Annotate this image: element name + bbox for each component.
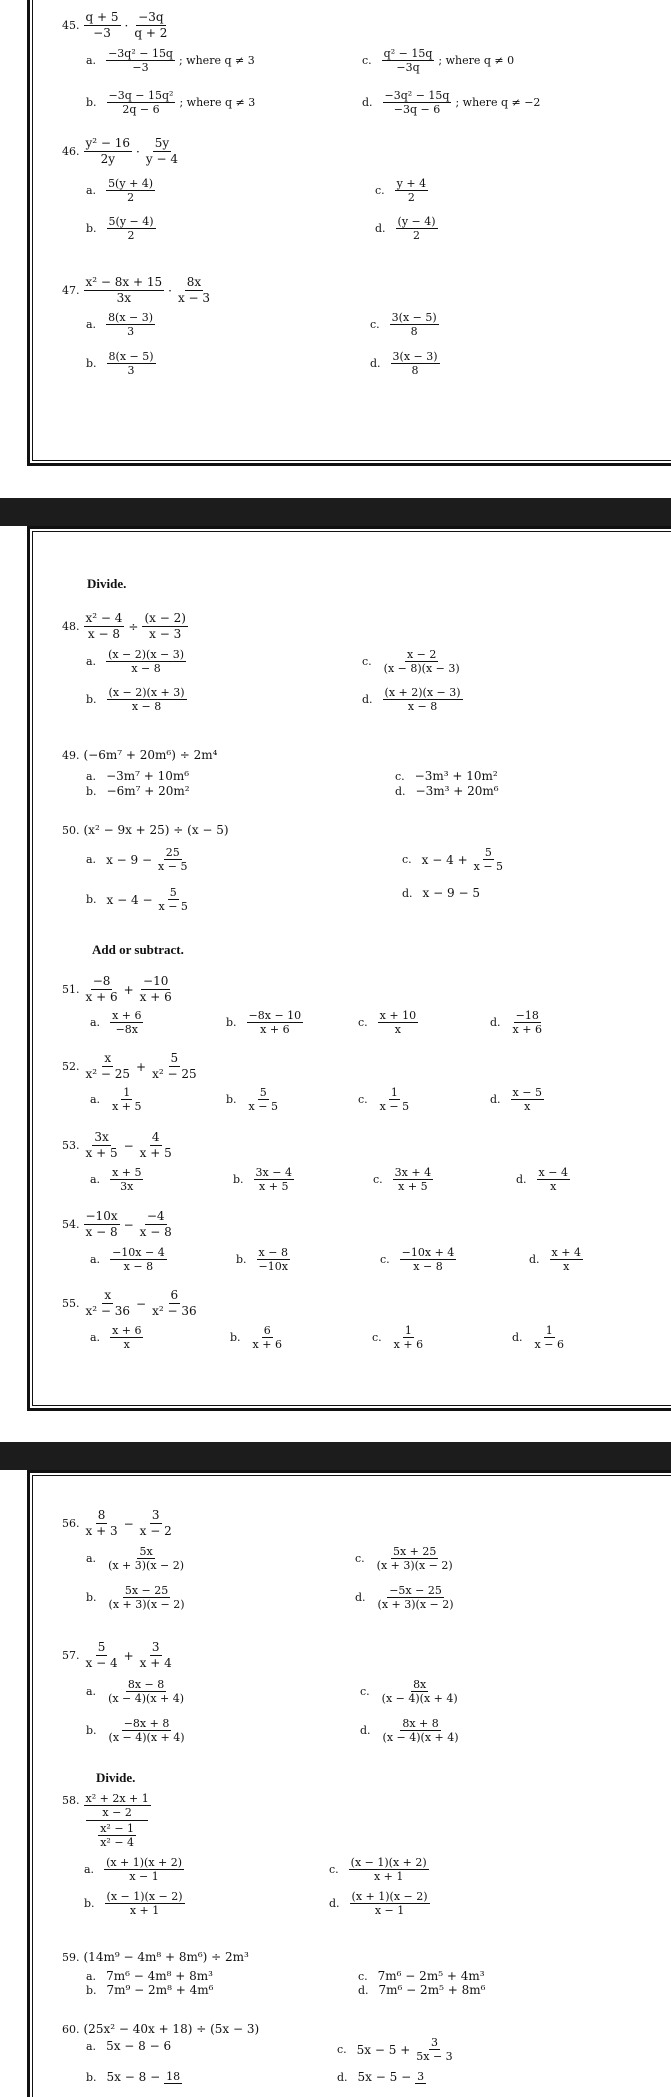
answer-option-b[interactable]: b. $\frac{5x - 25}{(x + 3)(x - 2)}$: [86, 1584, 185, 1611]
answer-option-a[interactable]: a. $\frac{5(y + 4)}{2}$: [86, 177, 154, 204]
fraction: $\frac{q + 5}{-3}$: [85, 10, 119, 40]
fraction: $\frac{x}{\text{x² − 36}}$: [85, 1288, 131, 1318]
question-49: [62, 748, 217, 762]
fraction: $\frac{(x + 2)(x - 3)}{x - 8}$: [384, 686, 461, 713]
fraction: $\frac{\text{x² − 1}}{\text{x² − 4}}$: [100, 1822, 135, 1849]
answer-option-b[interactable]: b. $\frac{x - 8}{-10x}$: [236, 1246, 288, 1273]
answer-option-d[interactable]: d. x − 9 − 5: [402, 886, 480, 900]
answer-option-c[interactable]: c. 5x − 5 + $\frac{3}{5x - 3}$: [337, 2036, 453, 2063]
question-46: [62, 136, 180, 167]
question-number: 52.: [62, 1060, 80, 1073]
question-number: 54.: [62, 1218, 80, 1231]
answer-option-d[interactable]: d. $\frac{-5x - 25}{(x + 3)(x - 2)}$: [355, 1584, 454, 1611]
fraction: $\frac{x - 8}{-10x}$: [258, 1246, 288, 1273]
answer-option-c[interactable]: c. −3m³ + 10m²: [395, 769, 498, 783]
fraction: $\frac{-10x - 4}{x - 8}$: [112, 1246, 165, 1273]
fraction: $\frac{8x + 8}{(x - 4)(x + 4)}$: [382, 1717, 459, 1744]
answer-option-c[interactable]: c. $\frac{3(x - 5)}{8}$: [370, 311, 437, 338]
answer-option-c[interactable]: c. $\frac{1}{x + 6}$: [372, 1324, 424, 1351]
answer-option-c[interactable]: c. $\frac{y + 4}{2}$: [375, 177, 427, 204]
fraction: $\frac{6}{x + 6}$: [252, 1324, 282, 1351]
fraction: $\frac{-18}{x + 6}$: [512, 1009, 542, 1036]
answer-option-d[interactable]: d. $\frac{x - 4}{x}$: [516, 1166, 568, 1193]
expression: (14m⁹ − 4m⁸ + 8m⁶) ÷ 2m³: [83, 1950, 249, 1964]
answer-option-a[interactable]: a. $\frac{-10x - 4}{x - 8}$: [90, 1246, 165, 1273]
fraction: $\frac{3}{x + 4}$: [139, 1640, 172, 1670]
answer-option-a[interactable]: a. $\frac{8(x - 3)}{3}$: [86, 311, 154, 338]
fraction: $\frac{5y}{y - 4}$: [145, 136, 178, 166]
answer-option-a[interactable]: a. 5x − 8 − 6: [86, 2039, 172, 2053]
answer-option-d[interactable]: d. 5x − 5 − 3: [337, 2070, 425, 2084]
fraction: $\frac{5x + 25}{(x + 3)(x - 2)}$: [376, 1545, 453, 1572]
answer-option-c[interactable]: c. $\frac{3x + 4}{x + 5}$: [373, 1166, 432, 1193]
question-48: [62, 611, 188, 642]
complex-fraction: [84, 1792, 151, 1849]
answer-option-a[interactable]: a. $\frac{1}{x + 5}$: [90, 1086, 142, 1113]
question-51: [62, 974, 174, 1005]
operator: −: [123, 1516, 134, 1531]
answer-option-a[interactable]: a. 7m⁶ − 4m⁸ + 8m³: [86, 1969, 213, 1983]
question-number: 51.: [62, 983, 80, 996]
answer-option-d[interactable]: d. 7m⁶ − 2m⁵ + 8m⁶: [358, 1983, 486, 1997]
worksheet-page-2: [0, 526, 671, 1442]
question-60: [62, 2022, 259, 2036]
fraction: $\frac{x + 5}{3x}$: [112, 1166, 142, 1193]
fraction: $\frac{x + 10}{x}$: [379, 1009, 417, 1036]
section-heading-divide: Divide.: [96, 1770, 136, 1785]
fraction: $\frac{x + 6}{-8x}$: [112, 1009, 142, 1036]
fraction: $\frac{6}{\text{x² − 36}}$: [152, 1288, 197, 1318]
answer-option-d[interactable]: d. $\frac{x - 5}{x}$: [490, 1086, 542, 1113]
fraction: $\frac{x + 4}{x}$: [551, 1246, 581, 1273]
answer-option-a[interactable]: a. $\frac{(x - 2)(x - 3)}{x - 8}$: [86, 648, 185, 675]
fraction: $\frac{5}{\text{x² − 25}}$: [152, 1051, 197, 1081]
question-number: 58.: [62, 1794, 80, 1807]
answer-option-c[interactable]: c. x − 4 + $\frac{5}{x - 5}$: [402, 846, 504, 873]
fraction: $\frac{(y - 4)}{2}$: [397, 215, 436, 242]
fraction: $\frac{\text{q² − 15q}}{-3q}$: [383, 47, 433, 74]
fraction: $\frac{x - 5}{x}$: [512, 1086, 542, 1113]
operator: +: [123, 982, 134, 997]
operator: +: [123, 1648, 134, 1663]
fraction: $\frac{5}{x - 5}$: [248, 1086, 278, 1113]
fraction: $\frac{\text{y² − 16}}{2y}$: [85, 136, 131, 166]
question-number: 48.: [62, 620, 80, 633]
question-number: 55.: [62, 1297, 80, 1310]
fraction: $\frac{(x - 2)(x - 3)}{x - 8}$: [108, 648, 185, 675]
fraction: 3: [417, 2070, 425, 2083]
question-59: [62, 1950, 249, 1964]
answer-option-a[interactable]: a. x − 9 − $\frac{25}{x - 5}$: [86, 846, 188, 873]
fraction: 18: [166, 2070, 181, 2083]
answer-option-a[interactable]: a. $\frac{(x + 1)(x + 2)}{x - 1}$: [84, 1856, 183, 1883]
question-number: 50.: [62, 823, 80, 837]
answer-option-d[interactable]: d. $\frac{(x + 2)(x - 3)}{x - 8}$: [362, 686, 461, 713]
fraction: $\frac{-5x - 25}{(x + 3)(x - 2)}$: [377, 1584, 454, 1611]
answer-option-b[interactable]: b. $\frac{5(y - 4)}{2}$: [86, 215, 154, 242]
answer-option-a[interactable]: a. $\frac{5x}{(x + 3)(x - 2)}$: [86, 1545, 185, 1572]
question-57: [62, 1640, 174, 1671]
question-number: 49.: [62, 748, 80, 762]
fraction: $\frac{8x - 8}{(x - 4)(x + 4)}$: [108, 1678, 185, 1705]
expression: (−6m⁷ + 20m⁶) ÷ 2m⁴: [83, 748, 218, 762]
fraction: $\frac{3x - 4}{x + 5}$: [255, 1166, 292, 1193]
answer-option-b[interactable]: b. $\frac{6}{x + 6}$: [230, 1324, 282, 1351]
answer-option-d[interactable]: d. $\frac{8x + 8}{(x - 4)(x + 4)}$: [360, 1717, 459, 1744]
fraction: $\frac{25}{x - 5}$: [158, 846, 188, 873]
fraction: $\frac{-10x + 4}{x - 8}$: [401, 1246, 455, 1273]
question-50: [62, 823, 229, 837]
answer-option-c[interactable]: c. $\frac{(x - 1)(x + 2)}{x + 1}$: [329, 1856, 427, 1883]
answer-option-c[interactable]: c. $\frac{8x}{(x - 4)(x + 4)}$: [360, 1678, 458, 1705]
answer-option-a[interactable]: a. $\frac{\text{−3q² − 15q}}{-3}$ ; where q ≠ 3: [86, 47, 255, 74]
answer-option-b[interactable]: b. 7m⁹ − 2m⁸ + 4m⁶: [86, 1983, 214, 1997]
operator: −: [123, 1138, 134, 1153]
fraction: $\frac{8x}{x - 3}$: [177, 275, 211, 305]
fraction: $\frac{5}{x - 4}$: [85, 1640, 118, 1670]
fraction: $\frac{(x - 1)(x + 2)}{x + 1}$: [350, 1856, 427, 1883]
fraction: $\frac{8}{x + 3}$: [85, 1508, 118, 1538]
answer-option-b[interactable]: b. $\frac{3x - 4}{x + 5}$: [233, 1166, 292, 1193]
operator: ÷: [128, 619, 139, 634]
answer-option-b[interactable]: b. $\frac{\text{−3q − 15q²}}{2q - 6}$ ; where q ≠ 3: [86, 89, 256, 116]
answer-option-b[interactable]: b. $\frac{8(x - 5)}{3}$: [86, 350, 154, 377]
fraction: $\frac{1}{x + 5}$: [112, 1086, 142, 1113]
fraction: $\frac{3(x - 3)}{8}$: [392, 350, 438, 377]
answer-option-d[interactable]: d. $\frac{\text{−3q² − 15q}}{-3q - 6}$ ; where q ≠ −2: [362, 89, 541, 116]
fraction: $\frac{3}{x - 2}$: [139, 1508, 172, 1538]
fraction: $\frac{-8x + 8}{(x - 4)(x + 4)}$: [108, 1717, 185, 1744]
answer-option-b[interactable]: b. −6m⁷ + 20m²: [86, 784, 190, 798]
fraction: $\frac{\text{−3q² − 15q}}{-3q - 6}$: [384, 89, 450, 116]
question-number: 59.: [62, 1950, 80, 1964]
operator: −: [123, 1217, 134, 1232]
answer-option-b[interactable]: b. $\frac{(x - 2)(x + 3)}{x - 8}$: [86, 686, 185, 713]
answer-option-c[interactable]: c. $\frac{\text{q² − 15q}}{-3q}$ ; where q ≠ 0: [362, 47, 515, 74]
operator: ·: [168, 283, 172, 298]
answer-option-b[interactable]: b. $\frac{5}{x - 5}$: [226, 1086, 278, 1113]
fraction: $\frac{8(x - 5)}{3}$: [108, 350, 154, 377]
operator: ·: [124, 18, 129, 33]
operator: +: [136, 1059, 147, 1074]
answer-option-d[interactable]: d. $\frac{-18}{x + 6}$: [490, 1009, 542, 1036]
worksheet-page-3: [0, 1470, 671, 2097]
question-58: [62, 1792, 151, 1849]
fraction: $\frac{3x + 4}{x + 5}$: [394, 1166, 432, 1193]
fraction: $\frac{1}{x - 6}$: [534, 1324, 564, 1351]
page-separator: [0, 498, 671, 526]
fraction: $\frac{\text{−3q − 15q²}}{2q - 6}$: [108, 89, 174, 116]
fraction: $\frac{5}{x - 5}$: [473, 846, 504, 873]
question-55: [62, 1288, 199, 1319]
fraction: $\frac{x}{\text{x² − 25}}$: [85, 1051, 131, 1081]
fraction: $\frac{y + 4}{2}$: [396, 177, 427, 204]
fraction: $\frac{-8}{x + 6}$: [85, 974, 118, 1004]
answer-option-c[interactable]: c. $\frac{5x + 25}{(x + 3)(x - 2)}$: [355, 1545, 453, 1572]
fraction: $\frac{(x - 2)}{x - 3}$: [144, 611, 186, 641]
answer-option-b[interactable]: b. 5x − 8 − 18: [86, 2070, 181, 2084]
fraction: $\frac{5x - 25}{(x + 3)(x - 2)}$: [108, 1584, 185, 1611]
fraction: $\frac{-3q}{q + 2}$: [134, 10, 168, 40]
question-number: 56.: [62, 1517, 80, 1530]
fraction: $\frac{5x}{(x + 3)(x - 2)}$: [108, 1545, 185, 1572]
page-separator: [0, 1442, 671, 1470]
fraction: $\frac{5}{x - 5}$: [158, 886, 188, 913]
answer-option-a[interactable]: a. $\frac{x + 5}{3x}$: [90, 1166, 142, 1193]
answer-option-d[interactable]: d. $\frac{x + 4}{x}$: [529, 1246, 581, 1273]
answer-option-c[interactable]: c. 7m⁶ − 2m⁵ + 4m³: [358, 1969, 485, 1983]
fraction: $\frac{4}{x + 5}$: [139, 1130, 172, 1160]
fraction: $\frac{3x}{x + 5}$: [85, 1130, 118, 1160]
fraction: $\frac{\text{x² + 2x + 1}}{x - 2}$: [85, 1792, 149, 1819]
answer-option-b[interactable]: b. $\frac{(x - 1)(x - 2)}{x + 1}$: [84, 1890, 183, 1917]
answer-option-a[interactable]: a. $\frac{8x - 8}{(x - 4)(x + 4)}$: [86, 1678, 185, 1705]
fraction: $\frac{\text{x² − 4}}{x - 8}$: [85, 611, 123, 641]
fraction: $\frac{x + 6}{x}$: [112, 1324, 142, 1351]
fraction: $\frac{5(y + 4)}{2}$: [108, 177, 154, 204]
section-heading-add-subtract: Add or subtract.: [92, 942, 184, 957]
fraction: $\frac{8(x - 3)}{3}$: [108, 311, 154, 338]
fraction: $\frac{-4}{x - 8}$: [139, 1209, 172, 1239]
answer-option-c[interactable]: c. $\frac{x + 10}{x}$: [358, 1009, 417, 1036]
main-fraction-bar: [86, 1820, 148, 1821]
answer-option-d[interactable]: d. $\frac{(x + 1)(x - 2)}{x - 1}$: [329, 1890, 428, 1917]
answer-option-a[interactable]: a. $\frac{x + 6}{-8x}$: [90, 1009, 142, 1036]
fraction: $\frac{(x + 1)(x - 2)}{x - 1}$: [351, 1890, 428, 1917]
answer-option-c[interactable]: c. $\frac{-10x + 4}{x - 8}$: [380, 1246, 455, 1273]
expression: (25x² − 40x + 18) ÷ (5x − 3): [83, 2022, 260, 2036]
fraction: $\frac{-8x - 10}{x + 6}$: [248, 1009, 302, 1036]
fraction: $\frac{3}{5x - 3}$: [416, 2036, 453, 2063]
question-54: [62, 1209, 174, 1240]
fraction: $\frac{x - 2}{(x - 8)(x - 3)}$: [383, 648, 460, 675]
answer-option-b[interactable]: b. $\frac{-8x + 8}{(x - 4)(x + 4)}$: [86, 1717, 185, 1744]
fraction: $\frac{-10}{x + 6}$: [139, 974, 172, 1004]
fraction: $\frac{x - 4}{x}$: [538, 1166, 568, 1193]
operator: −: [136, 1296, 147, 1311]
question-number: 45.: [62, 19, 80, 32]
answer-option-d[interactable]: d. $\frac{1}{x - 6}$: [512, 1324, 564, 1351]
answer-option-a[interactable]: a. $\frac{x + 6}{x}$: [90, 1324, 142, 1351]
expression: (x² − 9x + 25) ÷ (x − 5): [83, 823, 229, 837]
fraction: $\frac{8x}{(x - 4)(x + 4)}$: [381, 1678, 458, 1705]
question-number: 47.: [62, 284, 80, 297]
answer-option-c[interactable]: c. $\frac{1}{x - 5}$: [358, 1086, 410, 1113]
question-number: 60.: [62, 2022, 80, 2036]
answer-option-d[interactable]: d. $\frac{3(x - 3)}{8}$: [370, 350, 438, 377]
question-53: [62, 1130, 174, 1161]
fraction: $\frac{\text{−3q² − 15q}}{-3}$: [108, 47, 173, 74]
fraction: $\frac{5(y - 4)}{2}$: [108, 215, 154, 242]
answer-option-c[interactable]: c. $\frac{x - 2}{(x - 8)(x - 3)}$: [362, 648, 460, 675]
question-number: 46.: [62, 145, 80, 158]
section-heading-divide: Divide.: [87, 576, 127, 591]
answer-option-d[interactable]: d. −3m³ + 20m⁶: [395, 784, 499, 798]
fraction: $\frac{(x - 1)(x - 2)}{x + 1}$: [106, 1890, 183, 1917]
fraction: $\frac{1}{x + 6}$: [393, 1324, 424, 1351]
answer-option-d[interactable]: d. $\frac{(y - 4)}{2}$: [375, 215, 436, 242]
fraction: $\frac{(x + 1)(x + 2)}{x - 1}$: [106, 1856, 183, 1883]
fraction: $\frac{3(x - 5)}{8}$: [391, 311, 437, 338]
question-number: 57.: [62, 1649, 80, 1662]
answer-option-b[interactable]: b. x − 4 − $\frac{5}{x - 5}$: [86, 886, 188, 913]
question-52: [62, 1051, 199, 1082]
answer-option-b[interactable]: b. $\frac{-8x - 10}{x + 6}$: [226, 1009, 302, 1036]
question-47: [62, 275, 212, 306]
question-45: [62, 10, 169, 41]
fraction: $\frac{-10x}{x - 8}$: [85, 1209, 118, 1239]
fraction: $\frac{(x - 2)(x + 3)}{x - 8}$: [108, 686, 185, 713]
fraction: $\frac{\text{x² − 8x + 15}}{3x}$: [85, 275, 163, 305]
fraction: $\frac{1}{x - 5}$: [379, 1086, 410, 1113]
question-56: [62, 1508, 174, 1539]
answer-option-a[interactable]: a. −3m⁷ + 10m⁶: [86, 769, 190, 783]
worksheet-page-1: [0, 0, 671, 498]
operator: ·: [136, 144, 140, 159]
question-number: 53.: [62, 1139, 80, 1152]
